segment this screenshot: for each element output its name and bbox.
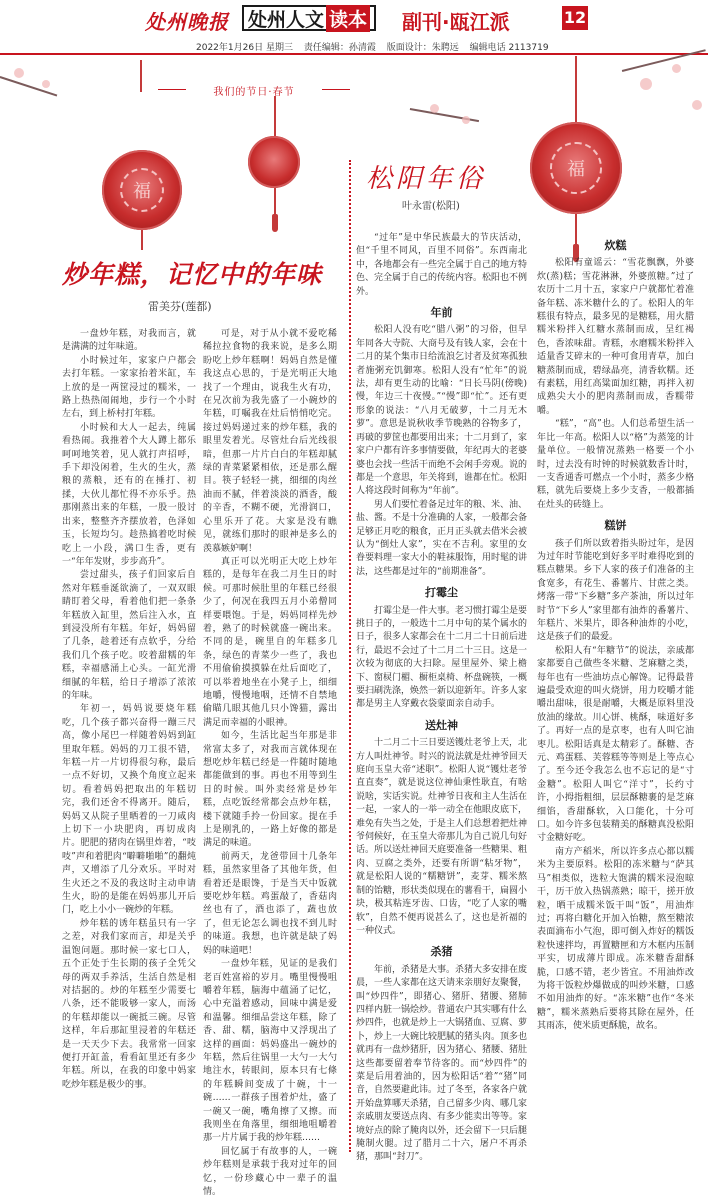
article-left-column-1 [62, 328, 196, 1156]
plum-blossom-icon [692, 100, 702, 110]
lantern-left-icon [102, 150, 182, 230]
paragraph: 孩子们所以致着指头盼过年，是因为过年时节能吃到好多平时难得吃到的糕点糖果。乡下人家的孩子们准备的主食宽多，有花生、番薯片、甘蔗之类。烤落一带“下乡糖”多产茶油，所以过年时节“下乡人”家里都有油炸的番薯片、年糕片、米果片，即各种油炸的小吃，这是孩子们的最爱。 [537, 538, 694, 643]
lantern-string [274, 96, 276, 136]
article-right-column-1 [356, 232, 528, 1163]
lantern-tassel [274, 188, 276, 216]
paragraph: 尝过甜头，孩子们回家后自然对年糕垂涎欲滴了，一双双眼睛盯着父母，看着他们把一条条年糕放入缸里，然后注入水，直到浸没所有年糕。年好，妈妈留了几条，趁着还有点软乎，分给我们几个孩子吃。咬着甜糯的年糕，幸福感涌上心头。一缸光滑细腻的年糕，给日子增添了浓浓的年味。 [62, 570, 196, 701]
masthead [0, 0, 708, 38]
lantern-string [575, 56, 577, 124]
page-number: 12 [562, 6, 588, 30]
page-designer: 版面设计：朱聘远 [386, 43, 459, 53]
paragraph: 回忆属于有故事的人，一碗炒年糕则是承载于我对过年的回忆，一份珍藏心中一辈子的温情。 [203, 1146, 337, 1197]
section-heading: 糕饼 [604, 519, 627, 533]
paragraph: 打霉尘是一件大事。老习惯打霉尘是要挑日子的，一般选十二月中旬的某个属水的日子，很多人家都会在十二月二十日前后进行，最迟不会过了十二月二十三日。这是一次较为彻底的大扫除。屋里屋外、梁上檐下、窗棂门楣、橱柜桌椅、杯盘碗筷，一概要扫刷洗涤，焕然一新以迎新年。许多人家都是男主人穿戴衣袋蒙面亲自动手。 [356, 605, 528, 710]
tassel-end-icon [272, 214, 278, 232]
plum-blossom-icon [462, 116, 470, 124]
paragraph: 一盘炒年糕，见证的是我们老百姓富裕的岁月。嘴里慢慢咀嚼着年糕，脑海中蕴涌了记忆，心中充溢着感动，回味中满是爱和温馨。细细品尝这年糕，除了香、甜、糯，脑海中又浮现出了这样的画面：妈妈盛出一碗炒的年糕，然后往锅里一大勺一大勺地注水，转眼间，原本只有七條的年糕瞬间变成了十碗，十一碗……一群孩子围着炉灶，盛了一碗又一碗，嘴角擦了又擦。而我则坐在角落里，细细地咀嚼着那一片片属于我的炒年糕…… [203, 959, 337, 1144]
paragraph: 前两天，龙爸带回十几条年糕，虽然家里备了其他年货，但看着还是眼馋，于是当天中饭就要吃炒年糕。鸡蛋敲了，香菇肉丝也有了，酒也添了，蔬也放了，但无论怎么调也找不到儿时的味道。我想，也许就是缺了妈妈的味道吧！ [203, 851, 337, 956]
section-title-box [242, 5, 376, 31]
paragraph: 南方产稻米，所以许多点心都以糯米为主要原料。松阳的冻米糖与“萨其马”相类似，选粒大饱满的糯米浸泡晾干，历干放入热锅蒸熟；晾干，搓开放粒，晒干成糯米饭干叫“饭”，用油炸过；再将白糖化开加入怡糖，熬至糖浓表面滴布小气泡，即可倒入炸好的糯饭粒快速拌均，再置糖匣和方木框内压制平实，切成薄片即成。冻米糖香甜酥脆，口感不错，老少皆宜。不用油炸改为将干饭粒炒爆做成的叫炒米糖，口感不如用油炸的好。“冻米糖”也作“冬米糖”，糯米蒸熟后要将其除在屋外，任其雨冻，使米质更酥脆，故名。 [537, 846, 694, 1032]
paragraph: 松阳有童谣云：“雪花飘飘，外婆炊(蒸)糕；雪花淋淋，外婆煎糖。”过了农历十二月十五，家家户户就都忙着准备年糕、冻米糖什么的了。松阳人的年糕很有特点，最多见的是糖糕，用火腊糯米粉拌入红糖水蒸制而成，呈红褐色，香浓味甜。青糕，水磨糯米粉拌入适量香艾碎末的一种可食用青草，加白糖蒸制而成，碧绿晶亮，清香软糯。还有素糕，用红高粱面加红糖，再拌入初成熟尖大小的肥肉蒸制而成，香糯带嚼。 [537, 258, 694, 416]
section-heading: 杀猪 [430, 945, 453, 959]
lantern-right-glyph: 福 [550, 142, 602, 194]
paragraph: 十二月二十三日要送镬灶老爷上天，北方人叫灶神爷。时兴的说法就是灶神爷回天庭向玉皇大帝“述职”。松阳人说“镬灶老爷直直奏”，就是说这位神仙秉性耿直，有啥说啥，实话实说。灶神爷日夜和主人生活在一起，一家人的一举一动全在他眼皮底下，难免有失当之处，于是主人们总想着把灶神爷伺候好，在玉皇大帝那儿为自己说几句好话。所以送灶神回天庭要准备一些糖果、粗肉、豆腐之类外，还要有所谓“粘牙物”，就是松阳人说的“糯糖饼”，麦芽、糯米熬制的饴糖，形状类似现在的薯看干，扁圆小块，极其粘连牙齿、口齿，“吃了人家的嘴软”，自然不便再说甚么了，这也是祈福的一种仪式。 [356, 738, 528, 936]
masthead-rule [0, 53, 708, 55]
plum-blossom-icon [14, 68, 24, 78]
lantern-string [140, 60, 142, 92]
section-heading: 炊糕 [604, 239, 627, 252]
lantern-right-icon [530, 122, 622, 214]
editor-phone: 编辑电话 2113719 [469, 43, 549, 53]
plum-blossom-icon [672, 64, 681, 73]
column-divider [349, 160, 351, 1152]
article-right-column-2 [537, 232, 694, 1156]
section-heading: 年前 [430, 306, 453, 320]
article-left-column-2 [203, 328, 337, 1197]
section-heading: 打霉尘 [425, 586, 458, 600]
paragraph: 年前，杀猪是大事。杀猪大多安排在废晨，一些人家都在这天请来亲朋好友聚餐，叫“炒四件”，即猪心、猪肝、猪腰、猪肺四样内脏一锅烩炒。普通农户其实哪有什么炒四件，也就是炒上一大锅猪血、豆腐、萝卜，炒上一大碗比较肥腻的猪头肉。顶多也就再有一盘炒猪肝，因为猪心、猪腰、猪肚这些都要留着奉节待客的。而“炒四件”的菜是后用着油的，因为松阳话“着”“猪”同音，自然要避此讳。过了冬至，各家各户就开始盘算哪天杀猪，自己留多少肉、哪几家亲戚朋友要送点肉、有多少能卖出等等。家境好点的除了腌肉以外，还会留下一只后腿腌制火腿。过了腊月二十六，屠户不再杀猪，那叫“封刀”。 [356, 964, 528, 1163]
plum-blossom-icon [430, 104, 439, 113]
lantern-small-icon [248, 136, 300, 188]
paragraph: 炒年糕的诱年糕虽只有一字之差，对我们家而言，却是关乎温饱问题。那时候一家七口人，五个正处于生长期的孩子全凭父母的两双手养活，生活自然是相对拮据的。炒的年糕至少需要七八条，还不能吸够一家人，而汤的年糕却能以一碗抵三碗。尽管这样，年后那缸里浸着的年糕还是一天天少下去。我常常一回家便打开缸盖，看看缸里还有多少年糕。所以，在我的印象中妈家吃炒年糕是极少的事。 [62, 918, 196, 1090]
article-author-right: 叶永雷(松阳) [402, 201, 460, 212]
paragraph: 小时候和大人一起去，纯属看热闹。我推着个大人蹲上都乐呵呵地笑着，见人就打声招呼，手下却没闲着，生火的生火，蒸粮的蒸粮，还有的在捶打、初揉，大伙儿都忙得不亦乐乎。热那刚蒸出来的年糕，一股一股讨出来，整整齐齐摆放着，色泽如玉，长短均匀。趁热搞着吃时候吃上一小段，满口生香，更有一“年年发财，步步高升”。 [62, 422, 196, 567]
responsible-editor: 责任编辑：孙清霞 [303, 43, 376, 53]
paragraph: 如今，生活比起当年那是非常富太多了，对我而言就体现在想吃炒年糕已经是一件随时随地都能做到的事。再也不用等到生日的时候。叫外卖经常是炒年糕，点吃饭经常都会点炒年糕，楼下就随手拎一份回家。提在手上是刚乳的，一路上好像的都是满足的味道。 [203, 731, 337, 849]
lantern-tassel [141, 230, 143, 250]
plum-blossom-icon [42, 80, 50, 88]
issue-meta [196, 40, 557, 53]
section-kicker: 我们的节日·春节 [152, 83, 356, 98]
article-author-left: 雷美芬(莲都) [148, 300, 212, 313]
paragraph: 松阳人没有吃“腊八粥”的习俗，但早年同各大寺院、大商号及有钱人家，会在十二月的某个集市日给流浪乞讨者及贫寒孤独者施粥充饥御寒。松阳人没有“忙年”的说法，却有更生动的比喻：“日长马阴(傍晚)慢，年边三十夜慢。”“慢”即“忙”。还有更形象的说法：“八月无破萝，十二月无木萝”。意思是说秋收季节晚熟的谷物多了，再破的萝筐也都要用出来；十二月到了，家家户户都有许多事情要做，年纪再大的老婆婆也会找一些活干而绝不会闲手旁观。说的都是一个意思，年关将到，谁都在忙。松阳人将这段时间称为“年前”。 [356, 325, 528, 497]
issue-date: 2022年1月26日 星期三 [196, 43, 293, 53]
paragraph: 小时候过年，家家户户都会去打年糕。一家家抬着米缸，车上放的是一两筐浸过的糯米，一路上热热闹闹地，步行一个小时左右，到上桥村打年糕。 [62, 355, 196, 420]
paragraph: 真正可以光明正大吃上炒年糕的，是每年在我二月生日的时候。可那时候肚里的年糕已经很少了，何况在我四五月小弟僧同样要喂饱。于是，妈妈同样先炒着，熟了的时候就盛一碗出来。不同的是，碗里自的年糕多几条，绿色的青菜少一些了，我也不用偷偷摸摸躲在灶后面吃了，可以举着地坐在小凳子上，细细地嚼，慢慢地咽，还情不自禁地偷瞄几眼其他几只小馋猫，露出满足而幸福的小眼神。 [203, 556, 337, 728]
paragraph: 男人们要忙着备足过年的粮、米、油、盐、酱。不是十分准确的人家，一般都会备足够正月吃的粮食，正月正头就去借米会被认为“倒灶人家”，实在不吉利。家里的女眷要料理一家大小的鞋袜服饰，用时髦的讲法，这些都是过年的“前期准备”。 [356, 499, 528, 577]
paragraph: “过年”是中华民族最大的节庆活动，但“千里不同风，百里不同俗”。东西南北中，各地都会有一些完全属于自己的地方特色、完全属于自己的传统内容。松阳也不例外。 [356, 233, 528, 297]
section-title-highlight: 读本 [326, 5, 370, 32]
section-heading: 送灶神 [425, 718, 458, 732]
paragraph: 松阳人有“年糖节”的说法，亲戚都家都要自己做些冬米糖、芝麻糖之类，每年也有一些油坊点心解馋。记得最普遍最受欢迎的叫火烧饼，用力咬嚼才能嚼出甜味，很是耐嚼，大概是原料里没放油的缘故。川心饼、桃酥，味道好多了。再好一点的是京枣，也有人叫它油枣儿。松阳话真是太精彩了。酥糖、杏元、鸡蛋糕、芙蓉糕等等则是上等点心了。至今还令我怎么也不忘记的是“寸金糖”。松阳人叫它“洋寸”，长约寸许，小拇指粗细，层层酥糖裹的是芝麻细馅，香甜酥软，入口能化，十分可口。如今许多包装精美的酥糖真没松阳寸金糖好吃。 [537, 645, 694, 844]
paragraph: 一盘炒年糕，对我而言，就是满满的过年味道。 [62, 329, 196, 353]
paragraph: “糕”，“高”也。人们总希望生活一年比一年高。松阳人以“格”为蒸笼的计量单位。一般情况蒸熟一格要一个小时，过去没有时钟的时候就数香计时，一支香通香可燃点一个小时，蒸多少格糕，就先后要烧上多少支香，一般都插在灶头的砖缝上。 [537, 419, 694, 510]
newspaper-logo: 处州晚报 [145, 10, 229, 34]
paragraph: 可是，对于从小就不爱吃稀稀拉拉食物的我来说，是多么期盼吃上炒年糕啊！妈妈自然是懂我这点心思的，于是光明正大地找了一个理由，说我生火有功，在兄次前为我先盛了一小碗炒的年糕，叮嘱我在灶后悄悄吃完。接过妈妈递过来的炒年糕，我的眼里发着光。尽管灶台后光线很暗，但那一片片白白的年糕却腻绿的青菜紧紧相依，还是那么醒目。筷子轻轻一挑，细细的肉丝油而不腻，伴着淡淡的酒香，酸的辛香，不糊不硬，光滑润口，心里乐开了花。大家是没有瞧见，就练们那时的眼神是多么的羡慕嫉妒啊！ [203, 329, 337, 554]
article-title-left: 炒年糕，记忆中的年味 [62, 260, 323, 289]
section-title: 处州人文 [248, 8, 325, 31]
lantern-left-glyph: 福 [120, 168, 165, 213]
plum-blossom-icon [640, 78, 652, 90]
paragraph: 年初一，妈妈说要烧年糕吃，几个孩子都兴奋得一蹦三尺高，像小尾巴一样随着妈妈到缸里取年糕。妈妈的刀工很不错，年糕一片一片切得很匀称，最后一点不好切，又换个角度立起来切。看着妈妈把取出的年糕切完，我们还舍不得离开。随后，妈妈又从院子里晒着的一刀咸肉上切下一小块肥肉，再切成肉片。肥肥的猪肉在锅里炸着，“吱吱”声和着肥肉“噼噼啪啪”的翻炖声，又增添了几分欢乐。平时对生火还之不及的我这时主动申请生火，盼的是能在妈妈那儿开后门，吃上小小一碗炒的年糕。 [62, 704, 196, 916]
article-title-right: 松阳年俗 [366, 164, 487, 194]
supplement-name: 副刊·瓯江派 [402, 10, 510, 34]
